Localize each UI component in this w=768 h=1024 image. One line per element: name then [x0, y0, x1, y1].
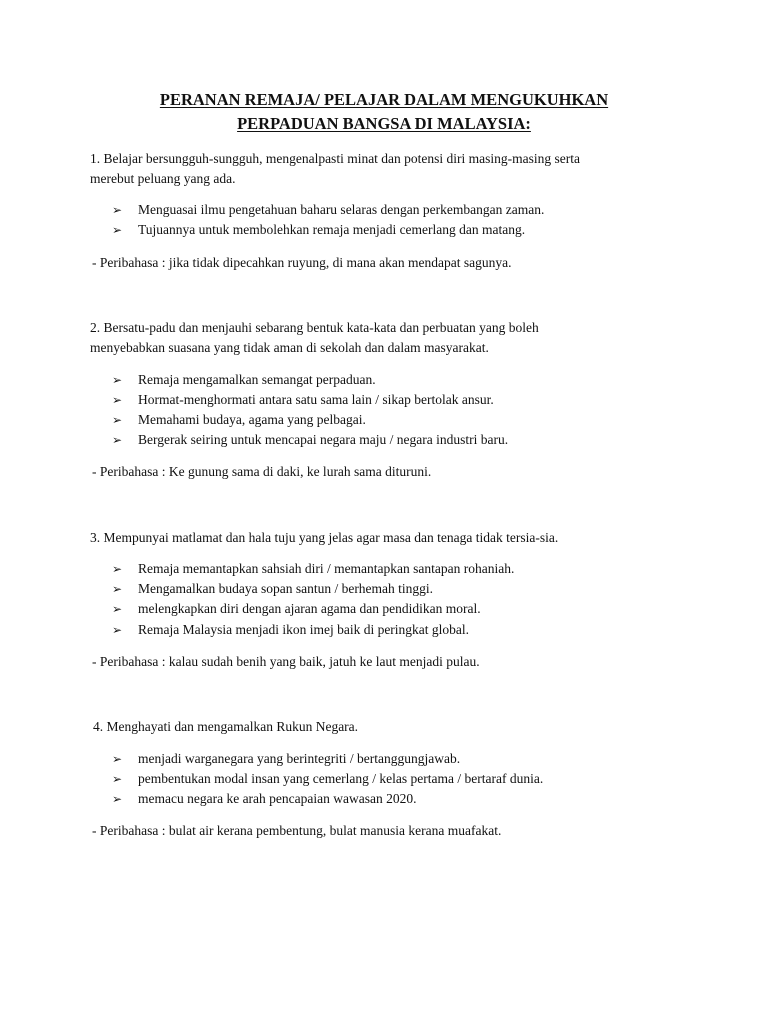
document-title-line-1: PERANAN REMAJA/ PELAJAR DALAM MENGUKUHKAN — [159, 90, 609, 109]
arrow-bullet-icon: ➢ — [112, 752, 123, 766]
document-title-line-2: PERPADUAN BANGSA DI MALAYSIA: — [237, 114, 531, 133]
section-2-heading-line-1: 2. Bersatu-padu dan menjauhi sebarang bentuk kata-kata dan perbuatan yang boleh — [90, 320, 539, 335]
section-1-heading-line-1: 1. Belajar bersungguh-sungguh, mengenalpasti minat dan potensi diri masing-masing serta — [90, 151, 581, 166]
arrow-bullet-icon: ➢ — [112, 413, 123, 427]
section-2-heading-line-2: menyebabkan suasana yang tidak aman di sekolah dan dalam masyarakat. — [90, 340, 489, 355]
document-page: PERANAN REMAJA/ PELAJAR DALAM MENGUKUHKAN PERPADUAN BANGSA DI MALAYSIA: 1. Belajar bersungguh-sungguh, mengenalpasti minat dan potensi diri masing-masing serta merebut peluang yang ada. ➢ Menguasai ilmu pengetahuan baharu selaras dengan perkembangan zaman. ➢ Tujuannya untuk membolehkan remaja menjadi cemerlang dan matang. - Peribahasa : jika tidak dipecahkan ruyung, di mana akan mendapat sagunya. 2. Bersatu-padu dan menjauhi sebarang bentuk kata-kata dan perbuatan yang boleh menyebabkan suasana yang tidak aman di sekolah dan dalam masyarakat. ➢ Remaja mengamalkan semangat perpaduan. ➢ Hormat-menghormati antara satu sama lain / sikap bertolak ansur. ➢ Memahami budaya, agama yang pelbagai. ➢ Bergerak seiring untuk mencapai negara maju / negara industri baru. - Peribahasa : Ke gunung sama di daki, ke lurah sama dituruni. 3. Mempunyai matlamat dan hala tuju yang jelas agar masa dan tenaga tidak tersia-sia. ➢ Remaja memantapkan sahsiah diri / memantapkan santapan rohaniah. ➢ Mengamalkan budaya sopan santun / berhemah tinggi. ➢ melengkapkan diri dengan ajaran agama dan pendidikan moral. ➢ Remaja Malaysia menjadi ikon imej baik di peringkat global. - Peribahasa : kalau sudah benih yang baik, jatuh ke laut menjadi pulau. 4. Menghayati dan mengamalkan Rukun Negara. ➢ menjadi warganegara yang berintegriti / bertanggungjawab. ➢ pembentukan modal insan yang cemerlang / kelas pertama / bertaraf dunia. ➢ memacu negara ke arah pencapaian wawasan 2020. - Peribahasa : bulat air kerana pembentung, bulat manusia kerana muafakat. — [0, 0, 768, 1024]
arrow-bullet-icon: ➢ — [112, 772, 123, 786]
section-4-proverb: - Peribahasa : bulat air kerana pembentung, bulat manusia kerana muafakat. — [92, 823, 502, 838]
arrow-bullet-icon: ➢ — [112, 582, 123, 596]
section-4-heading-line-1: 4. Menghayati dan mengamalkan Rukun Negara. — [93, 719, 359, 734]
arrow-bullet-icon: ➢ — [112, 602, 123, 616]
arrow-bullet-icon: ➢ — [112, 373, 123, 387]
arrow-bullet-icon: ➢ — [112, 433, 123, 447]
section-1-heading-line-2: merebut peluang yang ada. — [90, 171, 236, 186]
arrow-bullet-icon: ➢ — [112, 223, 123, 237]
arrow-bullet-icon: ➢ — [112, 792, 123, 806]
arrow-bullet-icon: ➢ — [112, 393, 123, 407]
arrow-bullet-icon: ➢ — [112, 203, 123, 217]
arrow-bullet-icon: ➢ — [112, 623, 123, 637]
section-1-proverb: - Peribahasa : jika tidak dipecahkan ruyung, di mana akan mendapat sagunya. — [92, 255, 512, 270]
section-2-proverb: - Peribahasa : Ke gunung sama di daki, ke lurah sama dituruni. — [92, 464, 432, 479]
section-3-proverb: - Peribahasa : kalau sudah benih yang baik, jatuh ke laut menjadi pulau. — [92, 654, 480, 669]
arrow-bullet-icon: ➢ — [112, 562, 123, 576]
section-3-heading-line-1: 3. Mempunyai matlamat dan hala tuju yang jelas agar masa dan tenaga tidak tersia-sia. — [90, 530, 559, 545]
